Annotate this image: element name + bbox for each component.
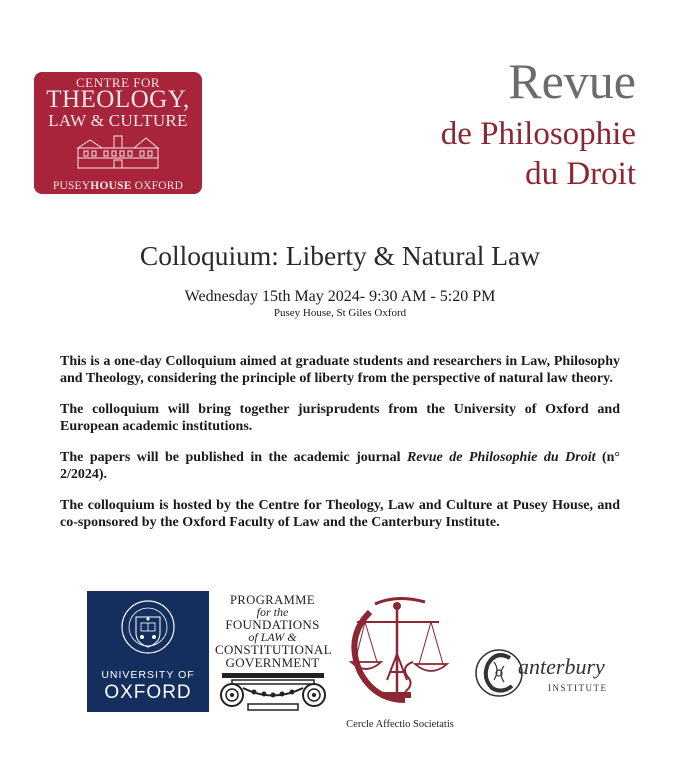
programme-logo: [215, 594, 330, 711]
paragraph-1: This is a one-day Colloquium aimed at graduate students and researchers in Law, Philosophy and Theology, considering the principle of liberty from the perspective of natural law theory.: [60, 354, 620, 386]
paragraph-3: The papers will be published in the academic journal Revue de Philosophie du Droit (n° 2/2024).: [60, 450, 621, 482]
revue-line-2: de Philosophie: [440, 116, 636, 152]
ctlc-line-3: LAW & CULTURE: [48, 111, 188, 130]
canterbury-word: anterbury: [518, 654, 605, 679]
oxford-logo: [87, 591, 209, 712]
ctlc-line-1: CENTRE FOR: [75, 75, 161, 90]
scales-of-justice-icon: [335, 592, 460, 714]
event-title: Colloquium: Liberty & Natural Law: [139, 240, 541, 271]
canterbury-logo: [474, 640, 634, 710]
ctlc-logo: [34, 72, 202, 194]
canterbury-c-monogram-icon: [474, 640, 524, 706]
pusey-house-building-icon: [76, 134, 160, 170]
prog-line-1: PROGRAMME: [229, 593, 316, 607]
prog-line-6: GOVERNMENT: [225, 655, 320, 670]
revue-logo: [441, 52, 636, 194]
oxford-line-2: OXFORD: [104, 682, 192, 703]
prog-line-2: for the: [256, 605, 289, 619]
oxford-crest-icon: [120, 599, 176, 665]
prog-line-3: FOUNDATIONS: [225, 617, 320, 632]
event-date: Wednesday 15th May 2024- 9:30 AM - 5:20 PM: [184, 288, 496, 305]
cercle-label: Cercle Affectio Societatis: [346, 719, 454, 730]
oxford-line-1: UNIVERSITY OF: [101, 669, 195, 681]
event-venue: Pusey House, St Giles Oxford: [273, 307, 407, 319]
cercle-logo: [335, 592, 460, 719]
ionic-capital-icon: [218, 671, 328, 711]
prog-line-5: CONSTITUTIONAL: [215, 642, 332, 657]
ctlc-line-2: THEOLOGY,: [46, 86, 190, 113]
ctlc-line-4: PUSEYHOUSE OXFORD: [52, 180, 184, 192]
revue-line-3: du Droit: [525, 156, 636, 192]
prog-line-4: of LAW &: [248, 630, 297, 644]
revue-line-1: Revue: [508, 53, 636, 109]
paragraph-2: The colloquium will bring together jurisprudents from the University of Oxford and European academic institutions.: [60, 402, 620, 434]
description: [60, 354, 620, 546]
canterbury-institute: INSTITUTE: [548, 683, 608, 693]
paragraph-4: The colloquium is hosted by the Centre for Theology, Law and Culture at Pusey House, and co-sponsored by the Oxford Faculty of Law and the Canterbury Institute.: [60, 498, 620, 530]
